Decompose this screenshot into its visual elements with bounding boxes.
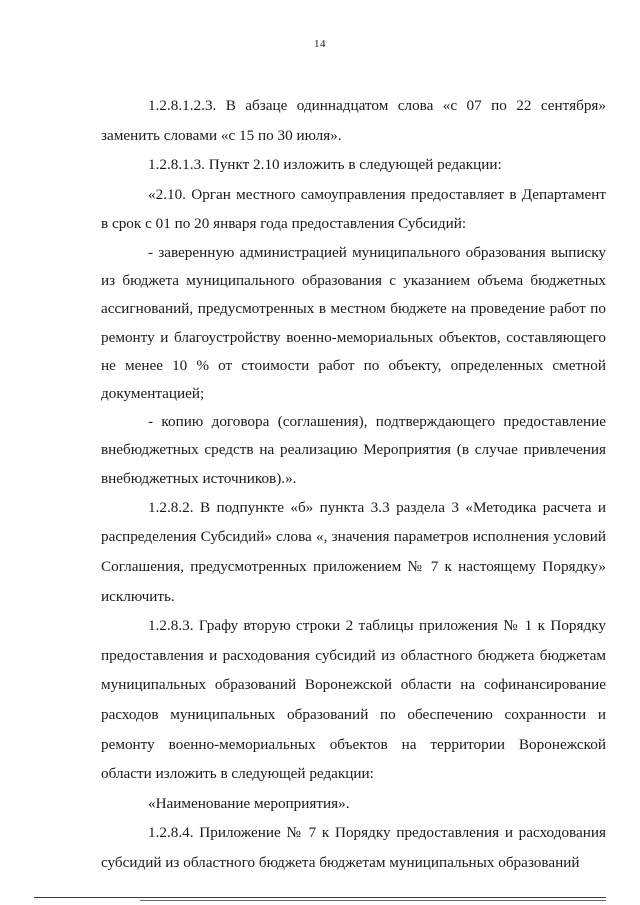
paragraph-budget-extract: - заверенную администрацией муниципального образования выписку из бюджета муниципального образования с указанием объема бюджетных ассигнований, предусмотренных в местном бюджете на проведение работ по ремонту и благоустройству военно-мемориальных объектов, составляющего не менее 10 % от стоимости работ по объекту, определенных сметной документацией;: [101, 243, 606, 402]
paragraph-1-2-8-2: 1.2.8.2. В подпункте «б» пункта 3.3 раздела 3 «Методика расчета и распределения Субсидий» слова «, значения параметров исполнения условий Соглашения, предусмотренных приложением № 7 к настоящему Порядку» исключить.: [101, 498, 606, 605]
footer-rule: [34, 897, 606, 898]
footer-rule-secondary: [140, 900, 606, 901]
paragraph-1-2-8-1-2-3: 1.2.8.1.2.3. В абзаце одиннадцатом слова «с 07 по 22 сентября» заменить словами «с 15 по 30 июля».: [101, 97, 606, 144]
document-body: [101, 91, 606, 878]
paragraph-1-2-8-3: 1.2.8.3. Графу вторую строки 2 таблицы приложения № 1 к Порядку предоставления и расходования субсидий из областного бюджета бюджетам муниципальных образований Воронежской области на софинансирование расходов муниципальных образований по обеспечению сохранности и ремонту военно-мемориальных объектов на территории Воронежской области изложить в следующей редакции:: [101, 617, 606, 783]
paragraph-1-2-8-1-3: 1.2.8.1.3. Пункт 2.10 изложить в следующей редакции:: [148, 156, 502, 174]
paragraph-1-2-8-4: 1.2.8.4. Приложение № 7 к Порядку предоставления и расходования субсидий из областного бюджета бюджетам муниципальных образований: [101, 824, 606, 871]
paragraph-event-name: «Наименование мероприятия».: [148, 794, 350, 812]
page-number: 14: [314, 38, 326, 50]
paragraph-2-10-intro: «2.10. Орган местного самоуправления предоставляет в Департамент в срок с 01 по 20 января года предоставления Субсидий:: [101, 185, 606, 233]
paragraph-contract-copy: - копию договора (соглашения), подтверждающего предоставление внебюджетных средств на реализацию Мероприятия (в случае привлечения внебюджетных источников).».: [101, 413, 606, 487]
